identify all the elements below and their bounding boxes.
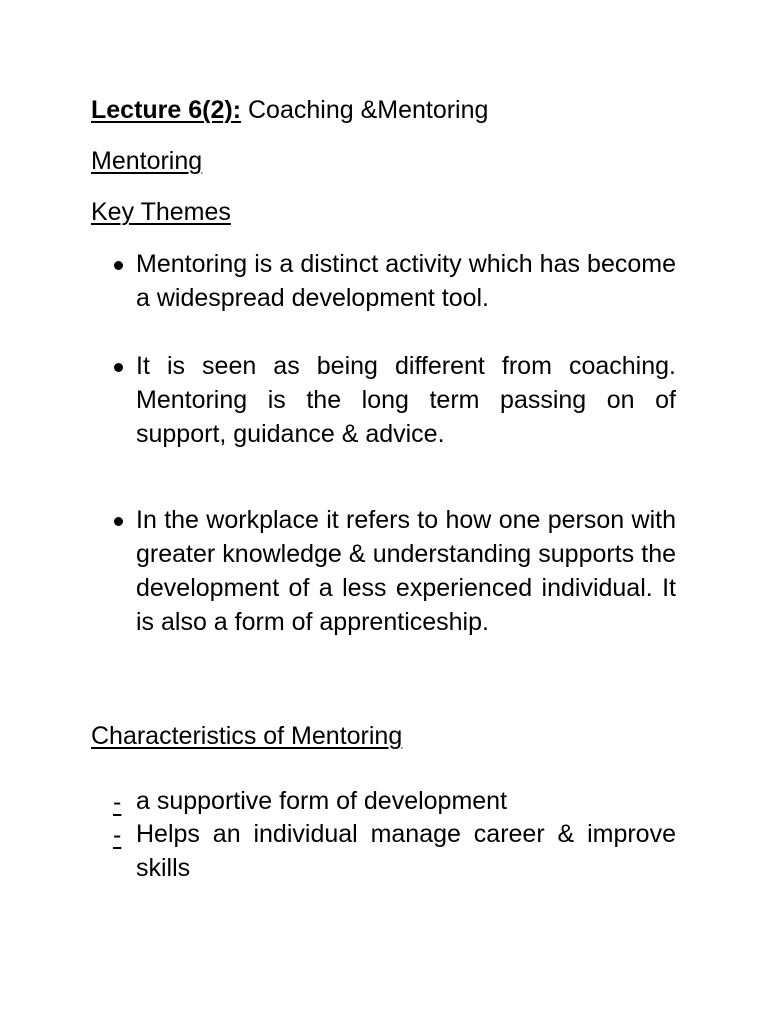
key-theme-item: In the workplace it refers to how one person with greater knowledge & understanding supports the development of a less experienced individual. It is also a form of apprenticeship. bbox=[136, 506, 676, 636]
lecture-subject: Coaching &Mentoring bbox=[248, 96, 489, 124]
lecture-title bbox=[91, 94, 488, 126]
characteristic-item: Helps an individual manage career & improve skills bbox=[136, 820, 676, 882]
dash-marker: - bbox=[113, 788, 122, 816]
dash-marker: - bbox=[113, 821, 122, 849]
section-heading-characteristics: Characteristics of Mentoring bbox=[91, 722, 403, 750]
lecture-number: Lecture 6(2): bbox=[91, 96, 242, 124]
bullet-icon bbox=[114, 261, 123, 270]
key-theme-item: It is seen as being different from coaching. Mentoring is the long term passing on of support, guidance & advice. bbox=[136, 352, 676, 448]
characteristic-item: a supportive form of development bbox=[136, 787, 508, 815]
bullet-icon bbox=[114, 363, 123, 372]
section-heading-key-themes: Key Themes bbox=[91, 198, 231, 226]
section-heading-mentoring: Mentoring bbox=[91, 147, 203, 175]
bullet-icon bbox=[114, 517, 123, 526]
key-theme-item: Mentoring is a distinct activity which has become a widespread development tool. bbox=[136, 250, 676, 312]
